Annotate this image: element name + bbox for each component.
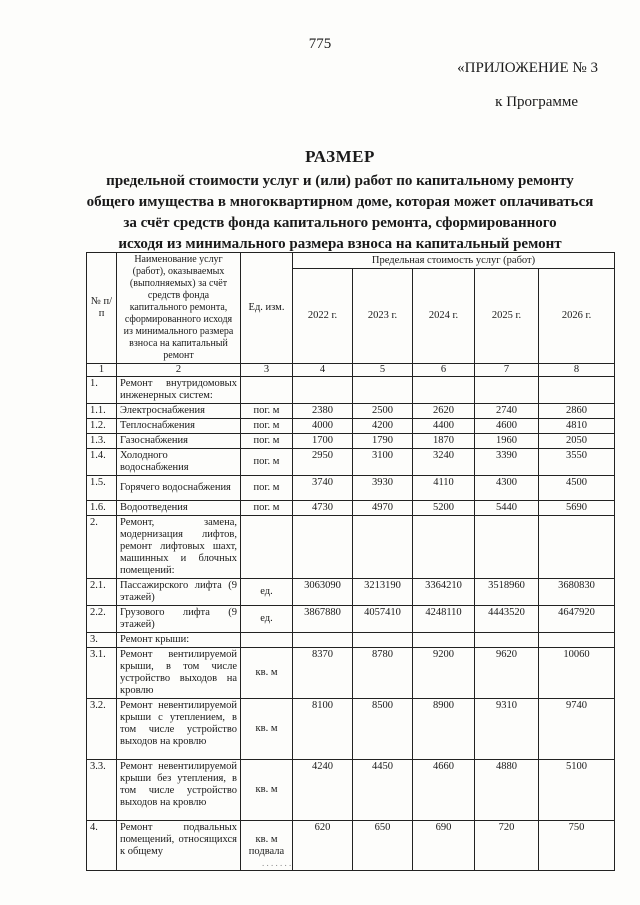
row-value: 2620	[413, 404, 475, 419]
row-value: 3740	[293, 476, 353, 501]
row-name: Горячего водоснабжения	[117, 476, 241, 501]
row-value: 620	[293, 821, 353, 871]
row-value: 1700	[293, 434, 353, 449]
row-value	[293, 516, 353, 579]
row-value: 1870	[413, 434, 475, 449]
row-unit: пог. м	[241, 501, 293, 516]
row-number: 3.2.	[87, 699, 117, 760]
title-line: за счёт средств фонда капитального ремонта, сформированного	[123, 215, 557, 231]
row-number: 1.1.	[87, 404, 117, 419]
row-value: 2860	[539, 404, 615, 419]
row-value: 8100	[293, 699, 353, 760]
table-row	[87, 606, 615, 633]
row-value: 1960	[475, 434, 539, 449]
row-value	[475, 377, 539, 404]
row-unit: пог. м	[241, 476, 293, 501]
row-value: 3100	[353, 449, 413, 476]
column-number: 6	[413, 364, 475, 377]
row-number: 3.	[87, 633, 117, 648]
row-name: Ремонт невентилируемой крыши без утепления, в том числе устройство выходов на кровлю	[117, 760, 241, 821]
row-number: 1.2.	[87, 419, 117, 434]
row-value	[539, 377, 615, 404]
header-unit: Ед. изм.	[241, 253, 293, 364]
row-number: 1.3.	[87, 434, 117, 449]
row-value	[293, 633, 353, 648]
row-number: 3.1.	[87, 648, 117, 699]
row-value: 4300	[475, 476, 539, 501]
row-name: Водоотведения	[117, 501, 241, 516]
row-unit	[241, 377, 293, 404]
row-value: 8900	[413, 699, 475, 760]
table-row	[87, 419, 615, 434]
header-price-group: Предельная стоимость услуг (работ)	[293, 253, 615, 269]
row-value: 3680830	[539, 579, 615, 606]
row-value	[413, 633, 475, 648]
table-row	[87, 648, 615, 699]
row-number: 2.	[87, 516, 117, 579]
header-year: 2023 г.	[353, 269, 413, 364]
row-unit: пог. м	[241, 419, 293, 434]
table-row	[87, 579, 615, 606]
column-number: 5	[353, 364, 413, 377]
row-number: 1.5.	[87, 476, 117, 501]
title-line: общего имущества в многоквартирном доме, которая может оплачиваться	[86, 194, 594, 210]
row-value: 4600	[475, 419, 539, 434]
row-name: Грузового лифта (9 этажей)	[117, 606, 241, 633]
row-value: 2050	[539, 434, 615, 449]
row-value: 2950	[293, 449, 353, 476]
row-value: 690	[413, 821, 475, 871]
row-value: 3518960	[475, 579, 539, 606]
row-value	[539, 516, 615, 579]
row-number: 2.1.	[87, 579, 117, 606]
row-number: 2.2.	[87, 606, 117, 633]
price-table	[86, 252, 615, 871]
row-unit: кв. м	[241, 760, 293, 821]
row-value: 3063090	[293, 579, 353, 606]
header-name: Наименование услуг (работ), оказываемых (выполняемых) за счёт средств фонда капитального ремонта, сформированного исходя из минимального размера взноса на капитальный ремонт	[117, 253, 241, 364]
row-value: 4970	[353, 501, 413, 516]
row-value: 8370	[293, 648, 353, 699]
row-value: 3213190	[353, 579, 413, 606]
row-value: 10060	[539, 648, 615, 699]
row-name: Ремонт невентилируемой крыши с утеплением, в том числе устройство выходов на кровлю	[117, 699, 241, 760]
row-unit: ед.	[241, 606, 293, 633]
row-value: 4647920	[539, 606, 615, 633]
header-year: 2025 г.	[475, 269, 539, 364]
row-value	[413, 516, 475, 579]
table-row	[87, 476, 615, 501]
row-value	[293, 377, 353, 404]
row-name: Ремонт внутридомовых инженерных систем:	[117, 377, 241, 404]
table-row	[87, 404, 615, 419]
row-value: 3240	[413, 449, 475, 476]
row-value: 4240	[293, 760, 353, 821]
page-number: 775	[308, 36, 332, 52]
row-value	[353, 633, 413, 648]
row-value: 3364210	[413, 579, 475, 606]
row-value	[353, 516, 413, 579]
row-value: 8780	[353, 648, 413, 699]
row-value: 650	[353, 821, 413, 871]
row-value: 2740	[475, 404, 539, 419]
row-value: 9620	[475, 648, 539, 699]
row-unit: ед.	[241, 579, 293, 606]
row-unit: пог. м	[241, 404, 293, 419]
row-value: 5200	[413, 501, 475, 516]
column-number: 2	[117, 364, 241, 377]
table-row	[87, 434, 615, 449]
row-value	[475, 516, 539, 579]
table-row	[87, 633, 615, 648]
row-value: 9200	[413, 648, 475, 699]
row-unit	[241, 633, 293, 648]
row-value	[353, 377, 413, 404]
row-value: 720	[475, 821, 539, 871]
row-value: 4500	[539, 476, 615, 501]
column-number: 1	[87, 364, 117, 377]
table-row	[87, 699, 615, 760]
row-value: 1790	[353, 434, 413, 449]
column-number: 4	[293, 364, 353, 377]
title-line: предельной стоимости услуг и (или) работ по капитальному ремонту	[106, 173, 574, 189]
row-value: 4000	[293, 419, 353, 434]
row-number: 1.4.	[87, 449, 117, 476]
row-value: 8500	[353, 699, 413, 760]
row-unit: кв. м подвала	[241, 821, 293, 871]
row-value: 5440	[475, 501, 539, 516]
row-number: 1.6.	[87, 501, 117, 516]
row-unit: пог. м	[241, 449, 293, 476]
row-value: 750	[539, 821, 615, 871]
row-value: 3390	[475, 449, 539, 476]
header-year: 2024 г.	[413, 269, 475, 364]
row-unit: кв. м	[241, 648, 293, 699]
row-unit: кв. м	[241, 699, 293, 760]
row-name: Ремонт, замена, модернизация лифтов, ремонт лифтовых шахт, машинных и блочных помещений:	[117, 516, 241, 579]
appendix-label: «ПРИЛОЖЕНИЕ № 3	[457, 60, 598, 76]
row-name: Ремонт подвальных помещений, относящихся к общему	[117, 821, 241, 871]
row-value: 4110	[413, 476, 475, 501]
row-unit: пог. м	[241, 434, 293, 449]
table-row	[87, 377, 615, 404]
row-value: 4248110	[413, 606, 475, 633]
row-number: 3.3.	[87, 760, 117, 821]
header-num: № п/п	[87, 253, 117, 364]
row-number: 1.	[87, 377, 117, 404]
row-value: 4730	[293, 501, 353, 516]
table-row	[87, 821, 615, 871]
table-row	[87, 516, 615, 579]
row-value: 9740	[539, 699, 615, 760]
title-main: РАЗМЕР	[305, 147, 375, 166]
row-value: 3550	[539, 449, 615, 476]
row-value: 2380	[293, 404, 353, 419]
column-number: 7	[475, 364, 539, 377]
row-value: 4810	[539, 419, 615, 434]
program-label: к Программе	[495, 94, 578, 110]
row-value: 9310	[475, 699, 539, 760]
row-name: Газоснабжения	[117, 434, 241, 449]
scan-artifact: . . . . . . .	[262, 858, 292, 868]
header-year: 2026 г.	[539, 269, 615, 364]
row-name: Пассажирского лифта (9 этажей)	[117, 579, 241, 606]
row-name: Ремонт крыши:	[117, 633, 241, 648]
header-year: 2022 г.	[293, 269, 353, 364]
row-value: 5100	[539, 760, 615, 821]
row-unit	[241, 516, 293, 579]
document-title	[40, 146, 640, 255]
row-value: 4200	[353, 419, 413, 434]
column-number: 8	[539, 364, 615, 377]
row-value: 4400	[413, 419, 475, 434]
row-value: 3930	[353, 476, 413, 501]
row-value: 4057410	[353, 606, 413, 633]
row-value: 3867880	[293, 606, 353, 633]
table-row	[87, 501, 615, 516]
row-value: 4443520	[475, 606, 539, 633]
row-value	[475, 633, 539, 648]
column-number: 3	[241, 364, 293, 377]
row-name: Ремонт вентилируемой крыши, в том числе устройство выходов на кровлю	[117, 648, 241, 699]
row-value: 4880	[475, 760, 539, 821]
table-row	[87, 449, 615, 476]
table-row	[87, 760, 615, 821]
row-number: 4.	[87, 821, 117, 871]
column-numbers-row	[87, 364, 615, 377]
row-value: 5690	[539, 501, 615, 516]
row-name: Электроснабжения	[117, 404, 241, 419]
row-name: Холодного водоснабжения	[117, 449, 241, 476]
title-line: исходя из минимального размера взноса на капитальный ремонт	[118, 236, 562, 252]
row-value: 2500	[353, 404, 413, 419]
row-value	[413, 377, 475, 404]
row-value: 4450	[353, 760, 413, 821]
row-name: Теплоснабжения	[117, 419, 241, 434]
row-value: 4660	[413, 760, 475, 821]
row-value	[539, 633, 615, 648]
